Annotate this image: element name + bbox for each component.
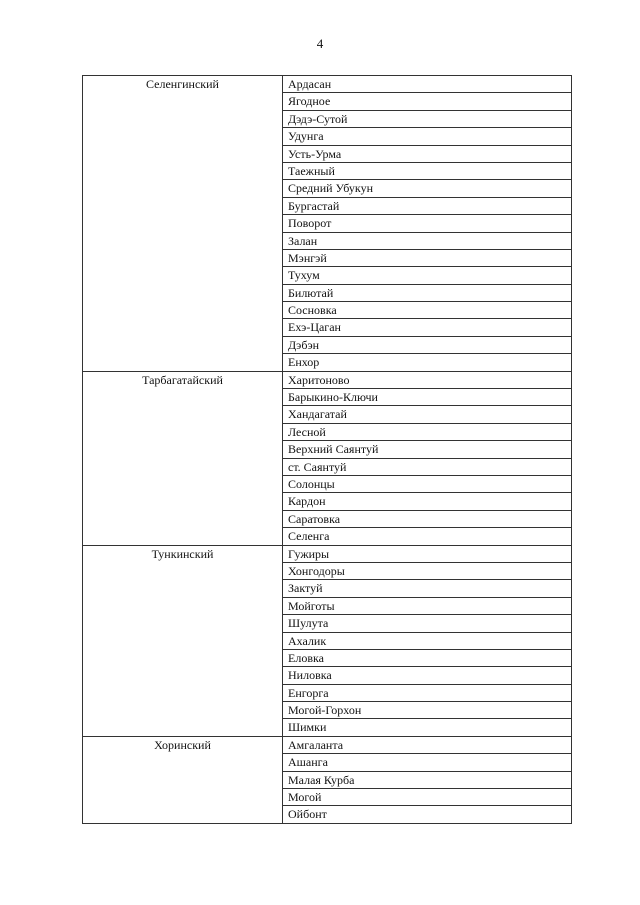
settlement-name: Удунга — [283, 128, 572, 145]
settlement-name: Бургастай — [283, 197, 572, 214]
settlement-name: Верхний Саянтуй — [283, 441, 572, 458]
settlement-name: Енгорга — [283, 684, 572, 701]
settlement-name: Поворот — [283, 215, 572, 232]
table-row — [83, 545, 572, 562]
settlement-name: Лесной — [283, 423, 572, 440]
district-cell — [83, 545, 283, 736]
settlement-name: Малая Курба — [283, 771, 572, 788]
settlement-name: Барыкино-Ключи — [283, 389, 572, 406]
settlement-name: Харитоново — [283, 371, 572, 388]
settlement-name: Хандагатай — [283, 406, 572, 423]
settlement-name: Ахалик — [283, 632, 572, 649]
settlement-name: Билютай — [283, 284, 572, 301]
settlement-name: Ашанга — [283, 754, 572, 771]
district-name: Хоринский — [154, 737, 211, 752]
settlement-name: Тухум — [283, 267, 572, 284]
settlement-name: ст. Саянтуй — [283, 458, 572, 475]
settlement-name: Мэнгэй — [283, 249, 572, 266]
settlement-name: Селенга — [283, 528, 572, 545]
settlement-name: Гужиры — [283, 545, 572, 562]
settlement-name: Ниловка — [283, 667, 572, 684]
settlement-name: Зактуй — [283, 580, 572, 597]
settlement-name: Мойготы — [283, 597, 572, 614]
settlement-name: Еловка — [283, 649, 572, 666]
district-cell — [83, 736, 283, 823]
district-name: Селенгинский — [146, 77, 219, 91]
district-settlements-table — [82, 75, 572, 824]
settlement-name: Ягодное — [283, 93, 572, 110]
settlement-name: Солонцы — [283, 475, 572, 492]
settlement-name: Таежный — [283, 162, 572, 179]
table-body — [83, 76, 572, 824]
settlement-name: Дэбэн — [283, 336, 572, 353]
settlement-name: Усть-Урма — [283, 145, 572, 162]
settlement-name: Ойбонт — [283, 806, 572, 823]
settlement-name: Средний Убукун — [283, 180, 572, 197]
settlement-name: Ардасан — [283, 76, 572, 93]
settlement-name: Шулута — [283, 615, 572, 632]
district-cell — [83, 76, 283, 372]
table-row — [83, 76, 572, 93]
settlement-name: Сосновка — [283, 302, 572, 319]
settlement-name: Саратовка — [283, 510, 572, 527]
district-name: Тункинский — [151, 546, 214, 561]
table-row — [83, 736, 572, 753]
settlement-name: Могой-Горхон — [283, 702, 572, 719]
settlement-name: Енхор — [283, 354, 572, 371]
settlement-name: Амгаланта — [283, 736, 572, 753]
settlement-name: Шимки — [283, 719, 572, 736]
settlement-name: Кардон — [283, 493, 572, 510]
district-cell — [83, 371, 283, 545]
table-row — [83, 371, 572, 388]
settlement-name: Хонгодоры — [283, 562, 572, 579]
settlement-name: Ехэ-Цаган — [283, 319, 572, 336]
settlement-name: Могой — [283, 789, 572, 806]
settlement-name: Залан — [283, 232, 572, 249]
settlement-name: Дэдэ-Сутой — [283, 110, 572, 127]
district-name: Тарбагатайский — [142, 372, 223, 387]
page-number: 4 — [316, 36, 324, 51]
